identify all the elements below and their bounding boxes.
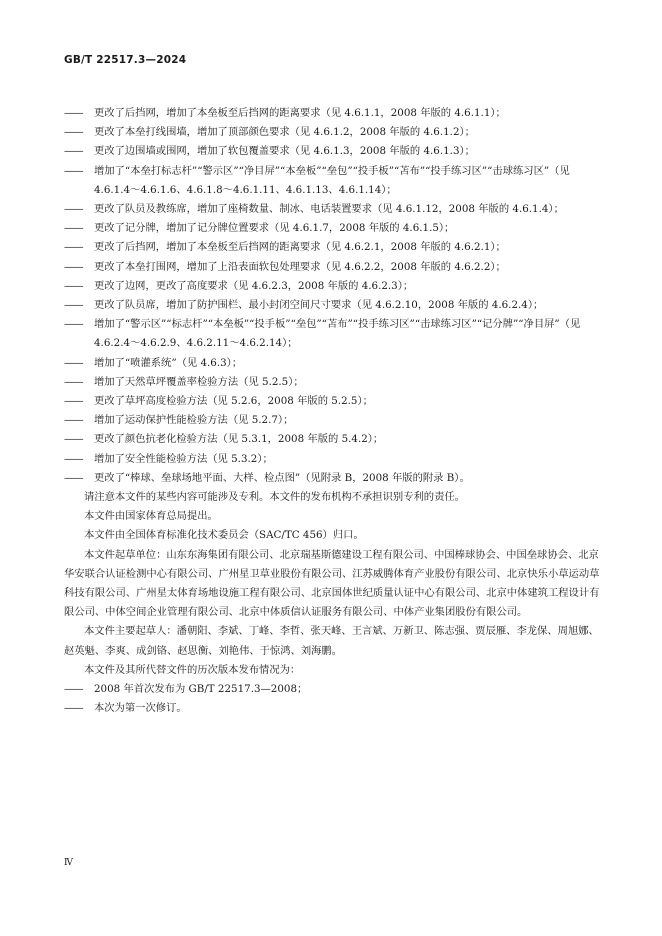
dash-marker: ——: [64, 126, 83, 139]
history-intro: 本文件及其所代替文件的历次版本发布情况为：: [84, 663, 301, 676]
dash-marker: ——: [64, 145, 83, 158]
change-item: [64, 142, 606, 161]
change-item-text: 更改了本垒打线围墙，增加了顶部颜色要求（见 4.6.1.2，2008 年版的 4.6.1.2）；: [94, 126, 475, 139]
change-item-text: 更改了颜色抗老化检验方法（见 5.3.1，2008 年版的 5.4.2）；: [94, 433, 384, 446]
change-item: [64, 373, 606, 392]
change-item: [64, 104, 606, 123]
change-item-text: 增加了“喷灌系统”（见 4.6.3）；: [94, 356, 243, 369]
change-item: [64, 277, 606, 296]
dash-marker: ——: [64, 299, 83, 312]
document-body: [64, 104, 606, 719]
change-item-text: 更改了队员及教练席，增加了座椅数量、制冰、电话装置要求（见 4.6.1.12，2008 年版的 4.6.1.4）；: [94, 203, 564, 216]
change-item-text: 更改了本垒打围网，增加了上沿表面软包处理要求（见 4.6.2.2，2008 年版的 4.6.2.2）；: [94, 260, 506, 273]
change-item: [64, 238, 606, 257]
page-number: Ⅳ: [64, 858, 73, 868]
dash-marker: ——: [64, 683, 83, 696]
centralized-statement: 本文件由全国体育标准化技术委员会（SAC/TC 456）归口。: [84, 529, 364, 542]
dash-marker: ——: [64, 471, 83, 484]
dash-marker: ——: [64, 702, 83, 715]
history-item-text: 本次为第一次修订。: [94, 702, 187, 715]
change-item-text: 增加了安全性能检验方法（见 5.3.2）；: [94, 452, 273, 465]
change-item-text: 更改了后挡网，增加了本垒板至后挡网的距离要求（见 4.6.1.1，2008 年版的 4.6.1.1）；: [94, 107, 506, 119]
history-item: [64, 680, 606, 699]
history-item: [64, 699, 606, 718]
patent-notice: 请注意本文件的某些内容可能涉及专利。本文件的发布机构不承担识别专利的责任。: [84, 491, 465, 504]
change-item: [64, 354, 606, 373]
dash-marker: ——: [64, 318, 83, 331]
change-item-text: 更改了“棒球、垒球场地平面、大样、检点图”（见附录 B，2008 年版的附录 B）。: [94, 471, 470, 484]
change-item-text: 增加了天然草坪覆盖率检验方法（见 5.2.5）；: [94, 375, 304, 388]
dash-marker: ——: [64, 241, 83, 254]
change-item: [64, 123, 606, 142]
change-item: [64, 200, 606, 219]
change-item-text: 更改了队员席，增加了防护围栏、最小封闭空间尺寸要求（见 4.6.2.10，2008 年版的 4.6.2.4）；: [94, 299, 544, 312]
dash-marker: ——: [64, 395, 83, 408]
dash-marker: ——: [64, 203, 83, 216]
change-item-text: 更改了边网，更改了高度要求（见 4.6.2.3，2008 年版的 4.6.2.3）；: [94, 279, 414, 292]
change-item: [64, 450, 606, 469]
dash-marker: ——: [64, 222, 83, 235]
dash-marker: ——: [64, 452, 83, 465]
dash-marker: ——: [64, 164, 83, 177]
change-item-text: 更改了草坪高度检验方法（见 5.2.6，2008 年版的 5.2.5）；: [94, 395, 373, 408]
change-item-text: 增加了“本垒打标志杆”“警示区”“净目屏”“本垒板”“垒包”“投手板”“苫布”“投手练习区”“击球练习区”（见 4.6.1.4～4.6.1.6、4.6.1.8～4.6.1.11、4.6.1.13、4.6.1.14）；: [94, 164, 570, 196]
change-item: [64, 392, 606, 411]
change-item: [64, 315, 606, 353]
change-item-text: 更改了记分牌，增加了记分牌位置要求（见 4.6.1.7，2008 年版的 4.6.1.5）；: [94, 222, 455, 235]
main-drafters: 本文件主要起草人：潘朝阳、李斌、丁峰、李哲、张天峰、王言斌、万新卫、陈志强、贾辰雁、李龙保、周旭娜、赵英魁、李爽、成剑铬、赵思衡、刘艳伟、于惊鸿、刘海鹏。: [64, 625, 599, 657]
proposer-statement: 本文件由国家体育总局提出。: [84, 510, 218, 523]
change-item: [64, 219, 606, 238]
change-item: [64, 258, 606, 277]
drafting-units: 本文件起草单位：山东东海集团有限公司、北京瑞基斯德建设工程有限公司、中国棒球协会、中国垒球协会、北京华安联合认证检测中心有限公司、广州星卫草业股份有限公司、江苏威腾体育产业股份有限公司、北京快乐小草运动草科技有限公司、广州星太体育场地设施工程有限公司、北京国体世纪质量认证中心有限公司、北京中体建筑工程设计有限公司、中体空间企业管理有限公司、北京中体质信认证服务有限公司、中体产业集团股份有限公司。: [64, 548, 600, 619]
change-item: [64, 162, 606, 200]
change-item: [64, 469, 606, 488]
change-item-text: 更改了边围墙或围网，增加了软包覆盖要求（见 4.6.1.3，2008 年版的 4.6.1.3）；: [94, 145, 475, 158]
change-item-text: 增加了“警示区”“标志杆”“本垒板”“投手板”“垒包”“苫布”“投手练习区”“击球练习区”“记分牌”“净目屏”（见 4.6.2.4～4.6.2.9、4.6.2.11～4.6.2.14）；: [94, 318, 581, 350]
change-item-text: 更改了后挡网，增加了本垒板至后挡网的距离要求（见 4.6.2.1，2008 年版的 4.6.2.1）；: [94, 241, 506, 254]
dash-marker: ——: [64, 260, 83, 273]
dash-marker: ——: [64, 356, 83, 369]
dash-marker: ——: [64, 375, 83, 388]
standard-number-header: GB/T 22517.3—2024: [64, 54, 187, 66]
dash-marker: ——: [64, 279, 83, 292]
history-item-text: 2008 年首次发布为 GB/T 22517.3—2008；: [94, 683, 308, 696]
dash-marker: ——: [64, 433, 83, 446]
change-item: [64, 430, 606, 449]
dash-marker: ——: [64, 414, 83, 427]
dash-marker: ——: [64, 107, 83, 119]
change-item: [64, 411, 606, 430]
change-item: [64, 296, 606, 315]
change-item-text: 增加了运动保护性能检验方法（见 5.2.7）；: [94, 414, 294, 427]
